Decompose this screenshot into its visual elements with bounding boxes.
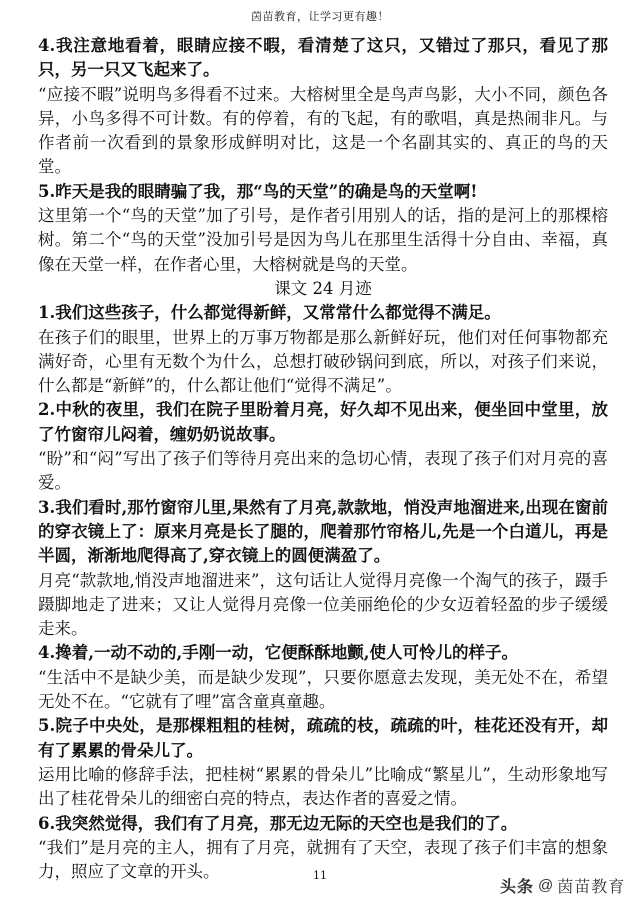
answer-paragraph: 运用比喻的修辞手法，把桂树“累累的骨朵儿”比喻成“繁星儿”，生动形象地写出了桂花骨朵儿的细密白亮的特点，表达作者的喜爱之情。 bbox=[38, 764, 608, 809]
lesson-title: 课文 24 月迹 bbox=[274, 278, 372, 298]
answer-paragraph: 这里第一个“鸟的天堂”加了引号，是作者引用别人的话，指的是河上的那棵榕树。第二个“鸟的天堂”没加引号是因为鸟儿在那里生活得十分自由、幸福，真像在天堂一样，在作者心里，大榕树就是鸟的天堂。 bbox=[38, 206, 608, 274]
document-body bbox=[38, 34, 608, 884]
question-paragraph: 2.中秋的夜里，我们在院子里盼着月亮，好久却不见出来，便坐回中堂里，放了竹窗帘儿闷着，缠奶奶说故事。 bbox=[38, 400, 608, 444]
answer-paragraph: “应接不暇”说明鸟多得看不过来。大榕树里全是鸟声鸟影，大小不同，颜色各异，小鸟多得不可计数。有的停着，有的飞起，有的歌唱，真是热闹非凡。与作者前一次看到的景象形成鲜明对比，这是一个名副其实的、真正的鸟的天堂。 bbox=[38, 84, 608, 177]
question-paragraph: 5.院子中央处，是那棵粗粗的桂树，疏疏的枝，疏疏的叶，桂花还没有开，却有了累累的骨朵儿了。 bbox=[38, 716, 608, 760]
answer-paragraph: 月亮“款款地,悄没声地溜进来”，这句话让人觉得月亮像一个淘气的孩子，蹑手蹑脚地走了进来；又让人觉得月亮像一位美丽绝伦的少女迈着轻盈的步子缓缓走来。 bbox=[38, 570, 608, 639]
question-paragraph: 4.我注意地看着，眼睛应接不暇，看清楚了这只，又错过了那只，看见了那只，另一只又飞起来了。 bbox=[38, 36, 608, 80]
source-watermark bbox=[500, 874, 625, 897]
answer-paragraph: “我们”是月亮的主人，拥有了月亮，就拥有了天空，表现了孩子们丰富的想象力，照应了文章的开头。 bbox=[38, 837, 608, 882]
answer-paragraph: “生活中不是缺少美，而是缺少发现”，只要你愿意去发现，美无处不在，希望无处不在。“它就有了哩”富含童真童趣。 bbox=[38, 667, 608, 712]
watermark-account-name: 茵苗教育 bbox=[557, 879, 626, 896]
page-header: 茵苗教育，让学习更有趣！ bbox=[251, 10, 389, 23]
at-icon: @ bbox=[538, 877, 554, 894]
question-paragraph: 3.我们看时,那竹窗帘儿里,果然有了月亮,款款地，悄没声地溜进来,出现在窗前的穿衣镜上了：原来月亮是长了腿的，爬着那竹帘格儿,先是一个白道儿，再是半圆，渐渐地爬得高了,穿衣镜上的圆便满盈了。 bbox=[38, 497, 608, 566]
question-paragraph: 1.我们这些孩子，什么都觉得新鲜，又常常什么都觉得不满足。 bbox=[38, 303, 501, 323]
answer-paragraph: 在孩子们的眼里，世界上的万事万物都是那么新鲜好玩，他们对任何事物都充满好奇，心里有无数个为什么，总想打破砂锅问到底，所以，对孩子们来说，什么都是“新鲜”的，什么都让他们“觉得不满足”。 bbox=[38, 327, 608, 396]
page-number: 11 bbox=[313, 869, 327, 882]
question-paragraph: 6.我突然觉得，我们有了月亮，那无边无际的天空也是我们的了。 bbox=[38, 813, 518, 833]
answer-paragraph: “盼”和“闷”写出了孩子们等待月亮出来的急切心情，表现了孩子们对月亮的喜爱。 bbox=[38, 449, 608, 493]
watermark-logo: 头条 bbox=[500, 879, 535, 896]
question-paragraph: 4.搀着,一动不动的,手刚一动，它便酥酥地颤,使人可怜儿的样子。 bbox=[38, 643, 518, 663]
question-paragraph: 5.昨天是我的眼睛骗了我，那“鸟的天堂”的确是鸟的天堂啊! bbox=[38, 181, 478, 201]
